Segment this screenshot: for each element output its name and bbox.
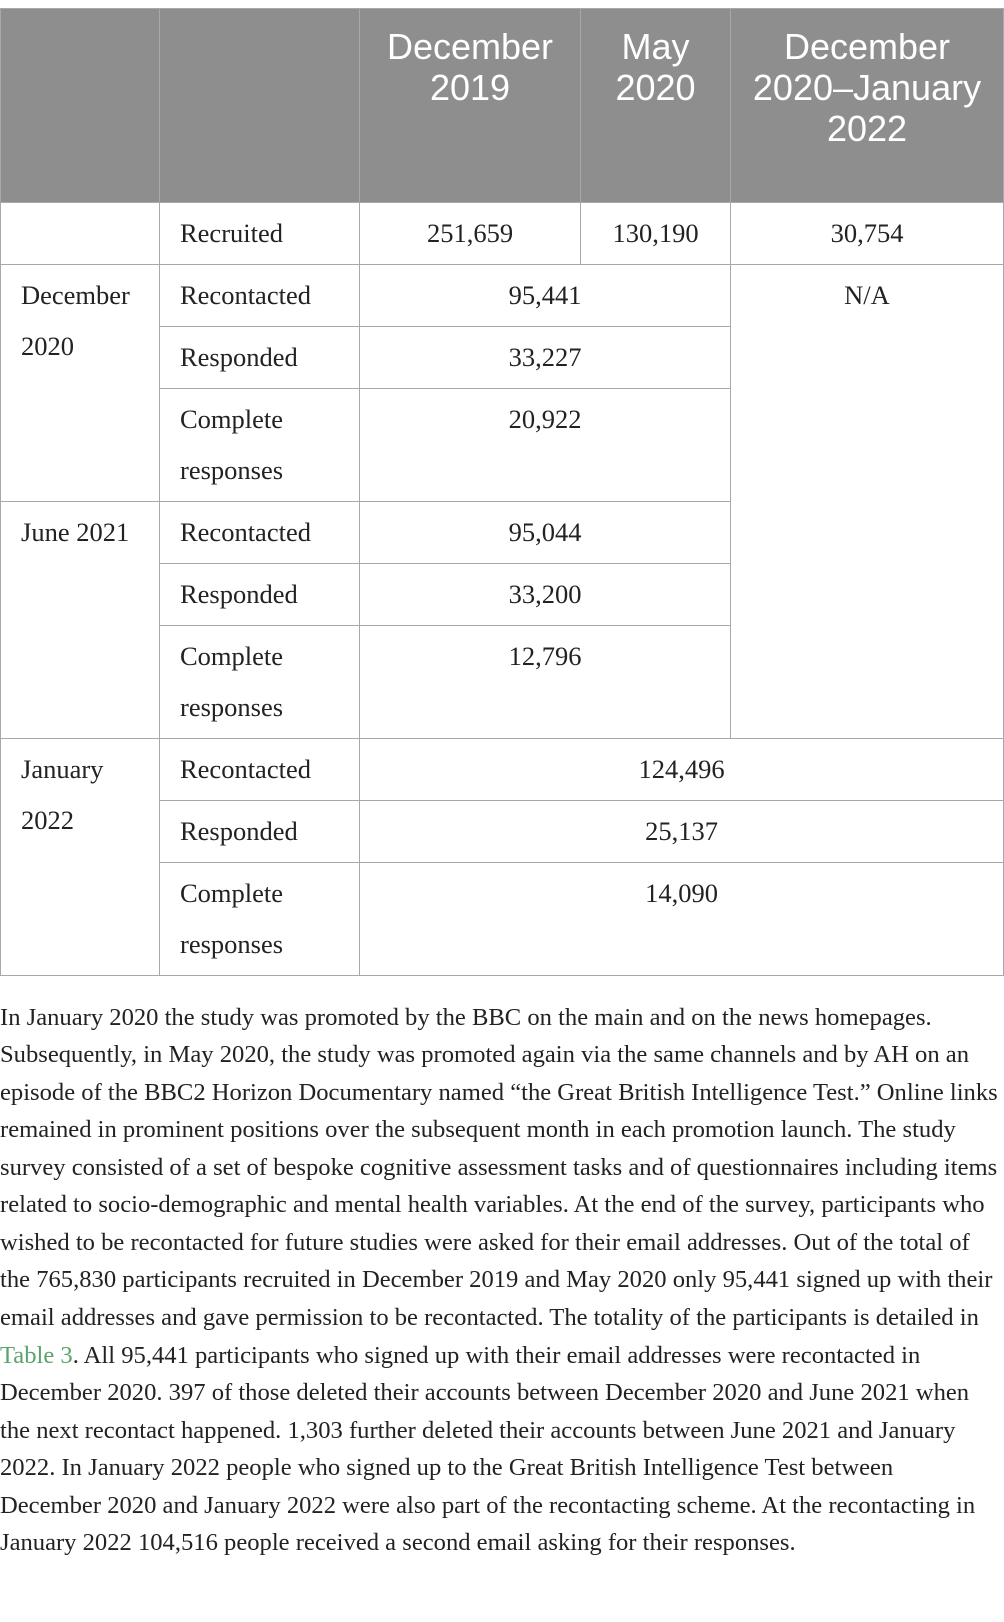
paragraph-text: In January 2020 the study was promoted by the BBC on the main and on the news homepages. Subsequently, in May 2020, the study was promoted again via the same channels and by AH on an episode of the BBC2 Horizon Documentary named “the Great British Intelligence Test.” Online links remained in prominent positions over the subsequent month in each promotion launch. The study survey consisted of a set of bespoke cognitive assessment tasks and of questionnaires including items related to socio-demographic and mental health variables. At the end of the survey, participants who wished to be recontacted for future studies were asked for their email addresses. Out of the total of the 765,830 participants recruited in December 2019 and May 2020 only 95,441 signed up with their email addresses and gave permission to be recontacted. The totality of the participants is detailed in (0, 1003, 998, 1331)
value-cell: 20,922 (360, 389, 731, 502)
header-december-2019: December 2019 (360, 9, 581, 203)
na-cell: N/A (731, 265, 1004, 739)
value-cell: 95,044 (360, 502, 731, 564)
cell-empty (1, 203, 160, 265)
header-december-2020-january-2022: December 2020–January 2022 (731, 9, 1004, 203)
value-cell: 33,200 (360, 564, 731, 626)
participants-table (0, 8, 1004, 976)
value-cell: 124,496 (360, 739, 1004, 801)
row-label: Recontacted (160, 739, 360, 801)
wave-label: June 2021 (1, 502, 160, 739)
value-cell: 14,090 (360, 863, 1004, 976)
value-cell: 33,227 (360, 327, 731, 389)
table-row (1, 265, 1004, 327)
value-cell: 30,754 (731, 203, 1004, 265)
value-cell: 130,190 (581, 203, 731, 265)
header-row (1, 9, 1004, 203)
header-may-2020: May 2020 (581, 9, 731, 203)
row-label: Recontacted (160, 265, 360, 327)
value-cell: 95,441 (360, 265, 731, 327)
paragraph-text: . All 95,441 participants who signed up with their email addresses were recontacted in December 2020. 397 of those deleted their accounts between December 2020 and June 2021 when the next recontact happened. 1,303 further deleted their accounts between June 2021 and January 2022. In January 2022 people who signed up to the Great British Intelligence Test between December 2020 and January 2022 were also part of the recontacting scheme. At the recontacting in January 2022 104,516 people received a second email asking for their responses. (0, 1341, 976, 1557)
header-blank-2 (160, 9, 360, 203)
wave-label: January 2022 (1, 739, 160, 976)
row-label: Responded (160, 801, 360, 863)
row-label: Complete responses (160, 863, 360, 976)
row-label: Responded (160, 327, 360, 389)
value-cell: 251,659 (360, 203, 581, 265)
body-paragraph (0, 999, 1000, 1562)
value-cell: 25,137 (360, 801, 1004, 863)
row-label: Recruited (160, 203, 360, 265)
row-label: Complete responses (160, 626, 360, 739)
wave-label: December 2020 (1, 265, 160, 502)
row-label: Responded (160, 564, 360, 626)
table-row-recruited (1, 203, 1004, 265)
header-blank-1 (1, 9, 160, 203)
value-cell: 12,796 (360, 626, 731, 739)
row-label: Recontacted (160, 502, 360, 564)
row-label: Complete responses (160, 389, 360, 502)
table-3-link[interactable]: Table 3 (0, 1341, 73, 1369)
table-row (1, 739, 1004, 801)
